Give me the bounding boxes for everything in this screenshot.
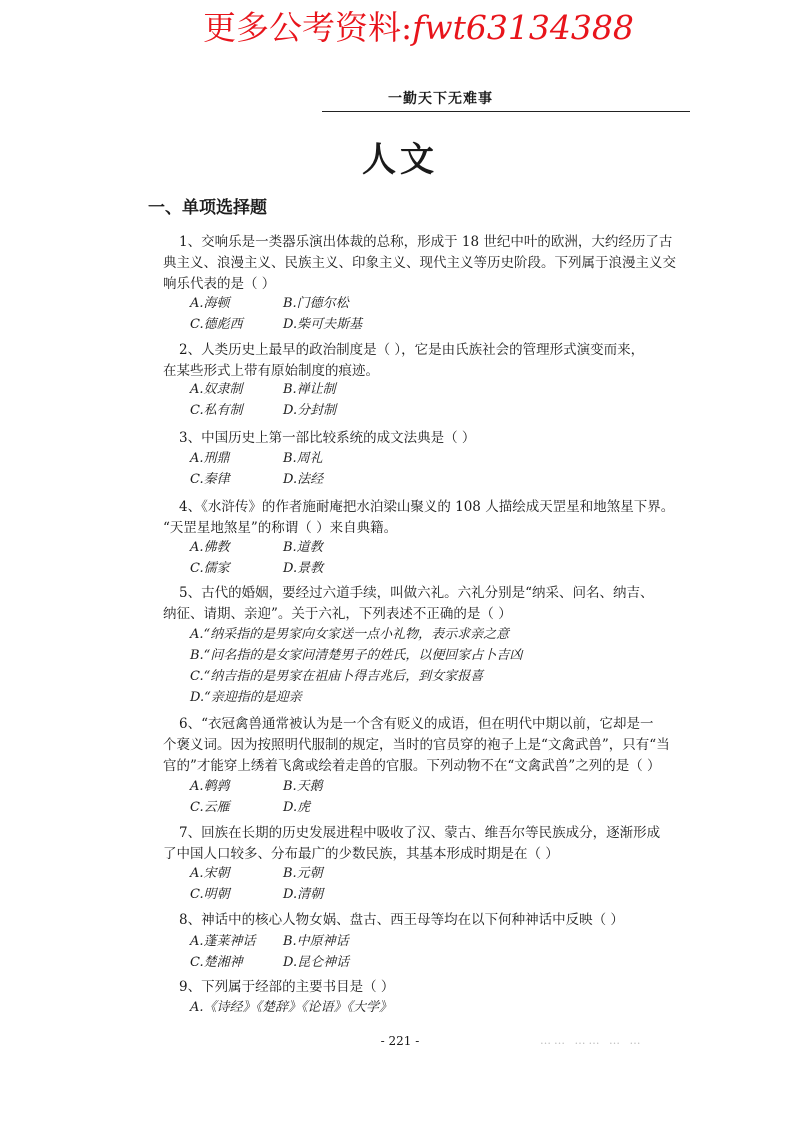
watermark-handle: fwt63134388 <box>412 8 634 47</box>
question-1-option-d: D.柴可夫斯基 <box>283 317 363 332</box>
question-3-option-d: D.法经 <box>283 472 324 487</box>
footer-smudge: …… …… … … <box>540 1034 644 1047</box>
question-6-option-d: D.虎 <box>283 800 311 815</box>
question-3-option-c: C.秦律 <box>190 472 230 487</box>
question-line: 在某些形式上带有原始制度的痕迹。 <box>163 363 379 379</box>
question-3-option-b: B.周礼 <box>283 451 323 466</box>
question-line: 6、“衣冠禽兽通常被认为是一个含有贬义的成语，但在明代中期以前，它却是一 <box>179 716 654 732</box>
question-7-option-a: A.宋朝 <box>190 866 230 881</box>
question-2-option-d: D.分封制 <box>283 403 337 418</box>
question-8-option-c: C.楚湘神 <box>190 955 243 970</box>
question-line: “天罡星地煞星”的称谓（ ）来自典籍。 <box>163 520 398 536</box>
page-title: 人文 <box>362 140 438 180</box>
question-line: 4、《水浒传》的作者施耐庵把水泊梁山聚义的 108 人描绘成天罡星和地煞星下界。 <box>179 499 675 515</box>
question-4-option-b: B.道教 <box>283 540 323 555</box>
question-7-text <box>163 823 703 865</box>
question-line: 纳征、请期、亲迎”。关于六礼，下列表述不正确的是（ ） <box>163 606 512 622</box>
question-3-text <box>163 428 703 449</box>
question-8-option-d: D.昆仑神话 <box>283 955 350 970</box>
question-2-option-b: B.禅让制 <box>283 382 336 397</box>
question-7-option-b: B.元朝 <box>283 866 323 881</box>
question-8-text <box>163 910 703 931</box>
question-5-option-a: A.“纳采指的是男家向女家送一点小礼物，表示求亲之意 <box>190 627 510 642</box>
question-4-option-a: A.佛教 <box>190 540 230 555</box>
question-6-option-b: B.天鹅 <box>283 779 323 794</box>
question-8-option-a: A.蓬莱神话 <box>190 934 256 949</box>
question-2-option-a: A.奴隶制 <box>190 382 243 397</box>
question-5-option-d: D.“亲迎指的是迎亲 <box>190 690 302 705</box>
question-5-option-b: B.“问名指的是女家问清楚男子的姓氏，以便回家占卜吉凶 <box>190 648 523 663</box>
question-1-option-c: C.德彪西 <box>190 317 243 332</box>
question-line: 9、下列属于经部的主要书目是（ ） <box>179 979 395 995</box>
question-8-option-b: B.中原神话 <box>283 934 349 949</box>
question-1-option-b: B.门德尔松 <box>283 296 349 311</box>
question-1-text <box>163 232 703 295</box>
question-line: 3、中国历史上第一部比较系统的成文法典是（ ） <box>179 430 476 446</box>
section-heading: 一、单项选择题 <box>148 198 267 218</box>
question-line: 7、回族在长期的历史发展进程中吸收了汉、蒙古、维吾尔等民族成分，逐渐形成 <box>179 825 661 841</box>
question-4-option-c: C.儒家 <box>190 561 230 576</box>
question-2-text <box>163 340 703 382</box>
question-line: 响乐代表的是（ ） <box>163 276 276 292</box>
question-6-option-c: C.云雁 <box>190 800 230 815</box>
question-line: 了中国人口较多、分布最广的少数民族，其基本形成时期是在（ ） <box>163 846 559 862</box>
question-4-text <box>163 497 703 539</box>
question-line: 官的”才能穿上绣着飞禽或绘着走兽的官服。下列动物不在“文禽武兽”之列的是（ ） <box>163 758 661 774</box>
motto: 一勤天下无难事 <box>388 91 493 107</box>
question-5-text <box>163 583 703 625</box>
question-4-option-d: D.景教 <box>283 561 324 576</box>
question-5-option-c: C.“纳吉指的是男家在祖庙卜得吉兆后，到女家报喜 <box>190 669 484 684</box>
question-line: 1、交响乐是一类器乐演出体裁的总称，形成于 18 世纪中叶的欧洲，大约经历了古 <box>179 234 673 250</box>
page-number: - 221 - <box>380 1034 420 1048</box>
question-line: 2、人类历史上最早的政治制度是（ ），它是由氏族社会的管理形式演变而来， <box>179 342 645 358</box>
question-9-option-a: A.《诗经》《楚辞》《论语》《大学》 <box>190 1000 393 1015</box>
question-9-text <box>163 977 703 998</box>
question-line: 5、古代的婚姻，要经过六道手续，叫做六礼。六礼分别是“纳采、问名、纳吉、 <box>179 585 654 601</box>
question-line: 典主义、浪漫主义、民族主义、印象主义、现代主义等历史阶段。下列属于浪漫主义交 <box>163 255 676 271</box>
question-6-option-a: A.鹌鹑 <box>190 779 230 794</box>
question-3-option-a: A.刑鼎 <box>190 451 230 466</box>
question-7-option-d: D.清朝 <box>283 887 324 902</box>
question-6-text <box>163 714 703 777</box>
question-7-option-c: C.明朝 <box>190 887 230 902</box>
question-2-option-c: C.私有制 <box>190 403 243 418</box>
question-line: 个褒义词。因为按照明代服制的规定，当时的官员穿的袍子上是“文禽武兽”，只有“当 <box>163 737 670 753</box>
question-1-option-a: A.海顿 <box>190 296 230 311</box>
watermark-prefix: 更多公考资料: <box>203 8 413 47</box>
question-line: 8、神话中的核心人物女娲、盘古、西王母等均在以下何种神话中反映（ ） <box>179 912 624 928</box>
